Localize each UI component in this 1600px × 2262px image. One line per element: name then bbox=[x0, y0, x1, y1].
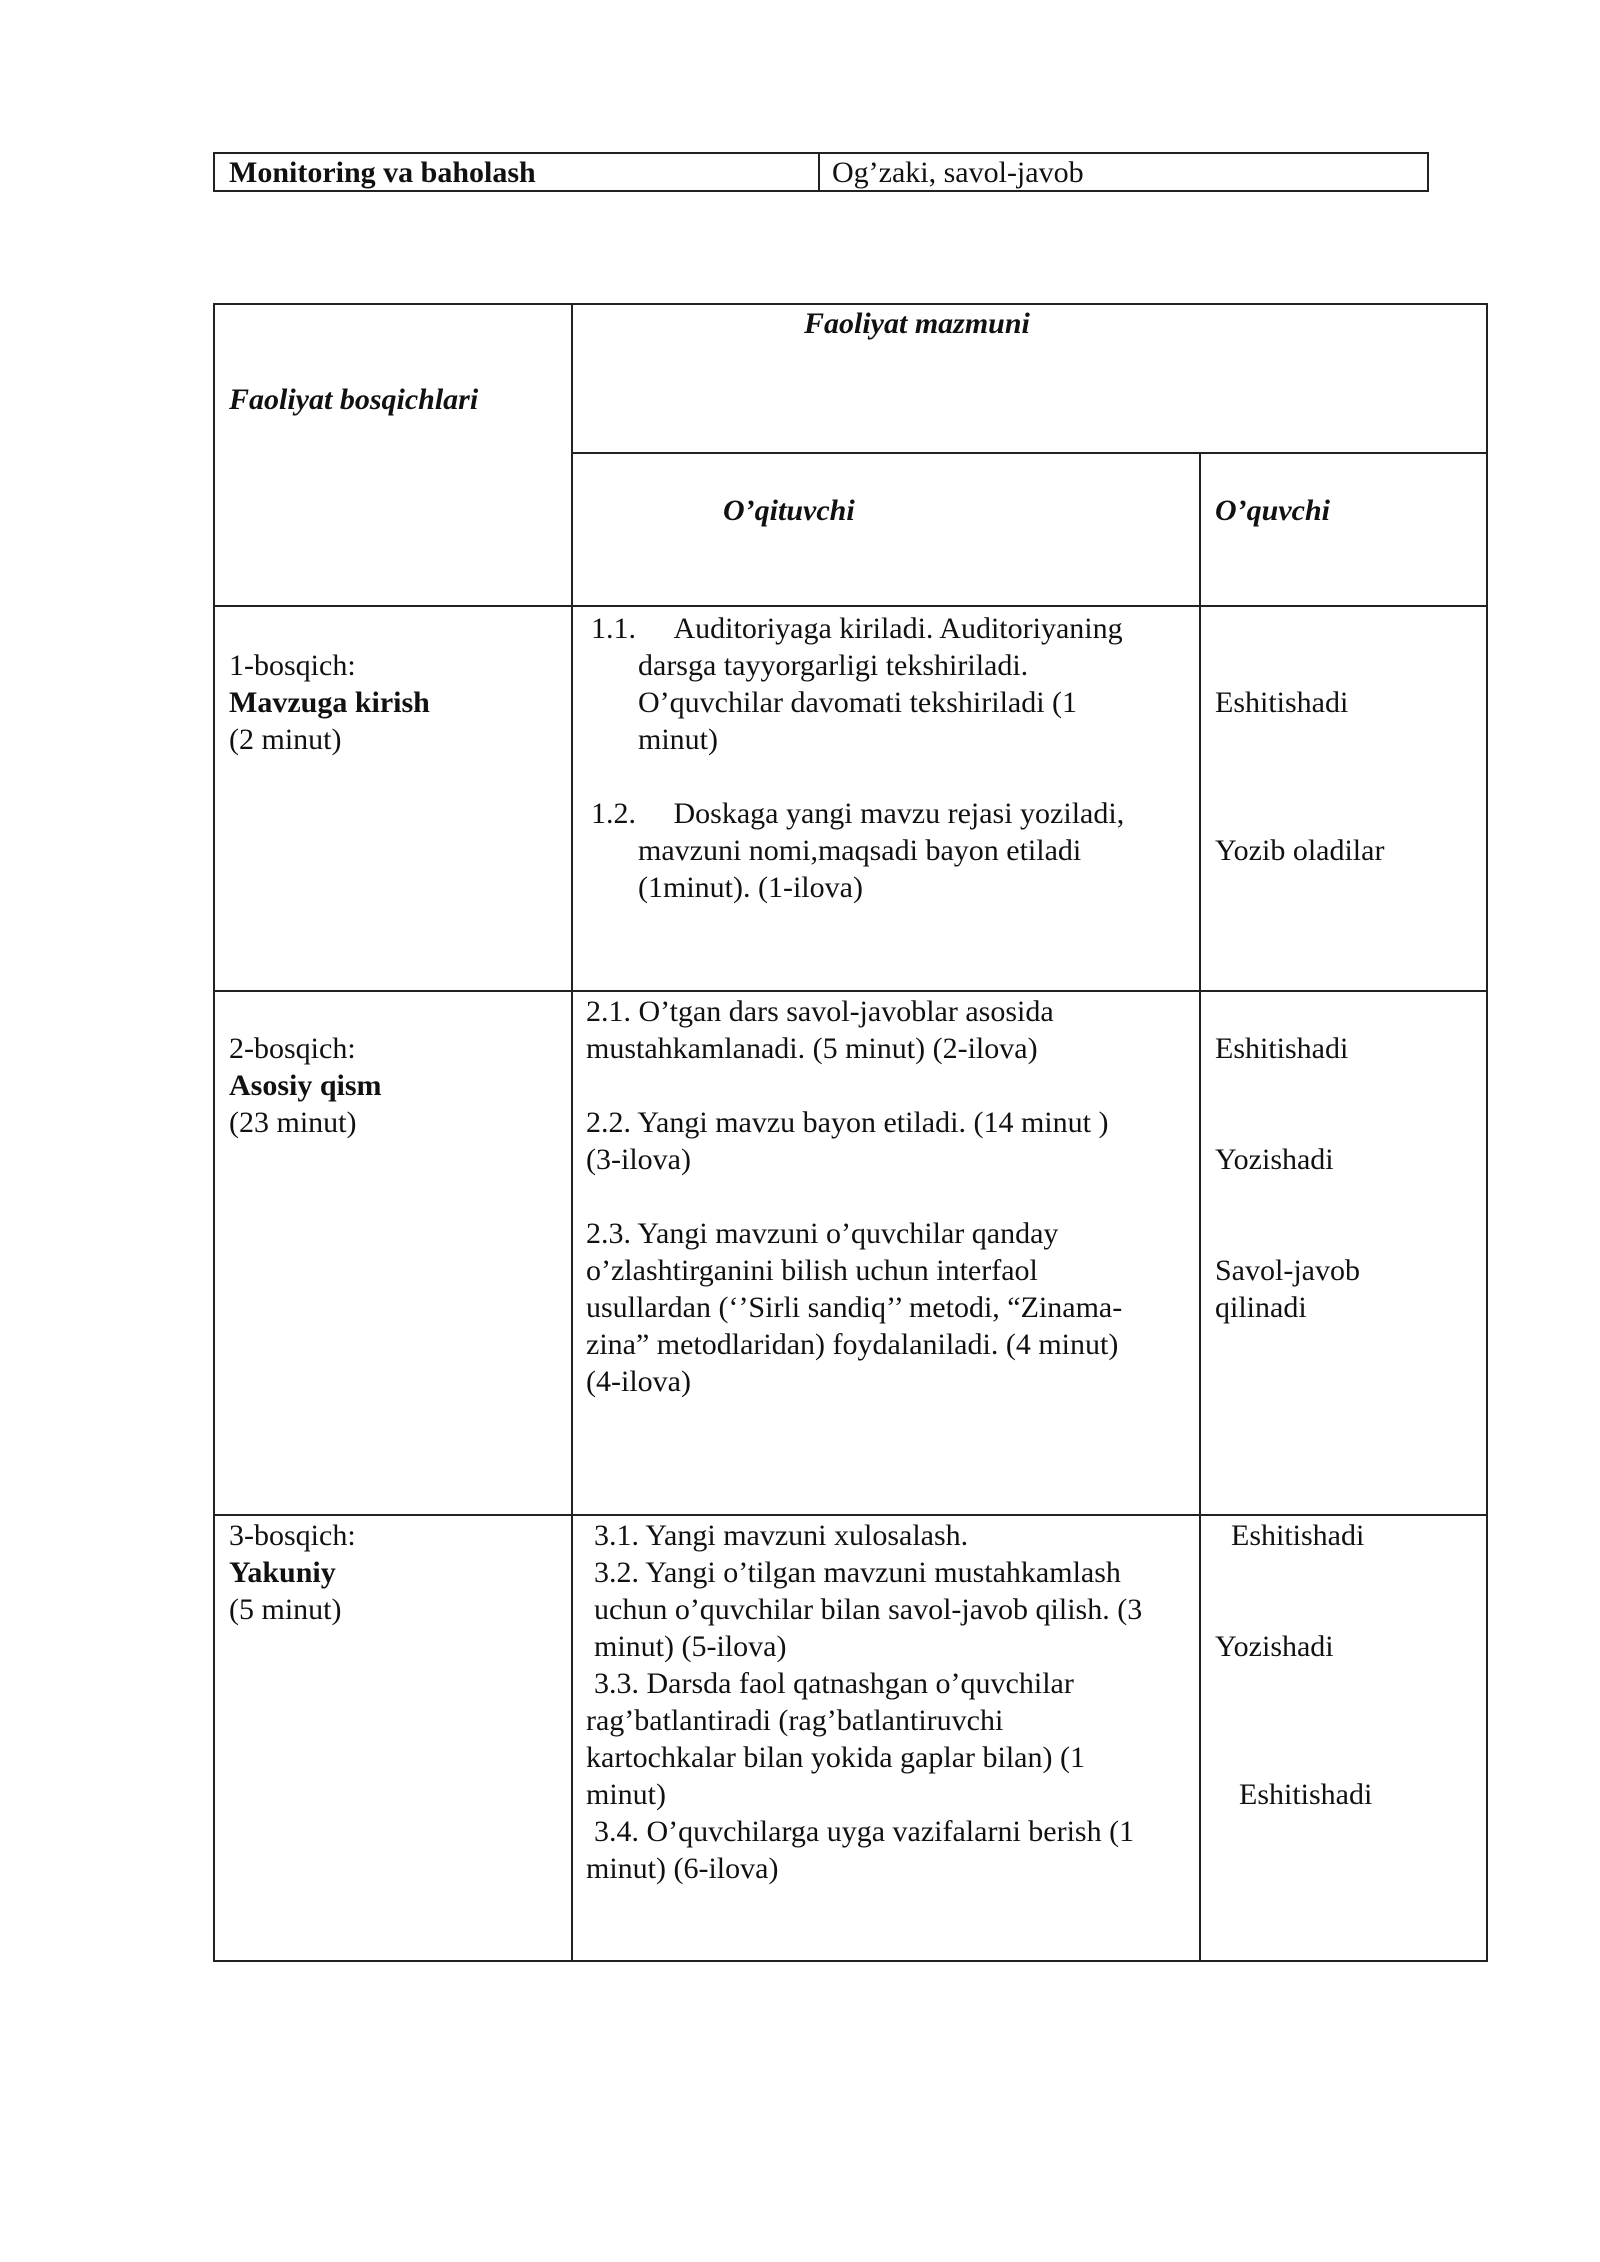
table-border bbox=[1199, 452, 1201, 1962]
table-border bbox=[213, 1514, 1488, 1516]
student-line: Eshitishadi bbox=[1215, 686, 1349, 719]
teacher-line: 3.4. O’quvchilarga uyga vazifalarni berish (1 bbox=[594, 1815, 1135, 1848]
teacher-line: darsga tayyorgarligi tekshiriladi. bbox=[638, 649, 1029, 682]
table-border bbox=[213, 303, 215, 1962]
teacher-line: minut) bbox=[586, 1778, 666, 1811]
teacher-line: 1.2. Doskaga yangi mavzu rejasi yoziladi, bbox=[591, 797, 1125, 830]
teacher-line: minut) (5-ilova) bbox=[594, 1630, 787, 1663]
teacher-line: (1minut). (1-ilova) bbox=[638, 871, 863, 904]
table-border bbox=[1427, 152, 1429, 192]
teacher-line: mavzuni nomi,maqsadi bayon etiladi bbox=[638, 834, 1082, 867]
stage-name: Asosiy qism bbox=[229, 1069, 382, 1102]
teacher-line: 2.3. Yangi mavzuni o’quvchilar qanday bbox=[586, 1217, 1059, 1250]
stage-label: 1-bosqich: bbox=[229, 649, 356, 682]
table-border bbox=[213, 605, 1488, 607]
teacher-line: 2.2. Yangi mavzu bayon etiladi. (14 minut ) bbox=[586, 1106, 1109, 1139]
teacher-line: (3-ilova) bbox=[586, 1143, 691, 1176]
student-line: Eshitishadi bbox=[1215, 1032, 1349, 1065]
teacher-line: usullardan (‘’Sirli sandiq’’ metodi, “Zinama- bbox=[586, 1291, 1123, 1324]
stage-time: (5 minut) bbox=[229, 1593, 342, 1626]
student-line: Eshitishadi bbox=[1239, 1778, 1373, 1811]
header-stages: Faoliyat bosqichlari bbox=[229, 383, 479, 416]
teacher-line: uchun o’quvchilar bilan savol-javob qilish. (3 bbox=[594, 1593, 1143, 1626]
table-border bbox=[1486, 303, 1488, 1962]
table-border bbox=[571, 303, 573, 1962]
teacher-line: 1.1. Auditoriyaga kiriladi. Auditoriyaning bbox=[591, 612, 1123, 645]
teacher-line: 2.1. O’tgan dars savol-javoblar asosida bbox=[586, 995, 1054, 1028]
teacher-line: rag’batlantiradi (rag’batlantiruvchi bbox=[586, 1704, 1004, 1737]
student-line: Yozib oladilar bbox=[1215, 834, 1385, 867]
table-border bbox=[571, 452, 1488, 454]
monitoring-value: Og’zaki, savol-javob bbox=[832, 156, 1084, 189]
table-border bbox=[213, 990, 1488, 992]
student-line: Yozishadi bbox=[1215, 1630, 1334, 1663]
student-line: Yozishadi bbox=[1215, 1143, 1334, 1176]
student-line: Eshitishadi bbox=[1231, 1519, 1365, 1552]
teacher-line: 3.1. Yangi mavzuni xulosalash. bbox=[594, 1519, 969, 1552]
teacher-line: 3.2. Yangi o’tilgan mavzuni mustahkamlash bbox=[594, 1556, 1121, 1589]
stage-name: Mavzuga kirish bbox=[229, 686, 430, 719]
teacher-line: (4-ilova) bbox=[586, 1365, 691, 1398]
header-content: Faoliyat mazmuni bbox=[804, 307, 1030, 340]
stage-label: 3-bosqich: bbox=[229, 1519, 356, 1552]
monitoring-label: Monitoring va baholash bbox=[229, 156, 536, 189]
table-border bbox=[213, 1960, 1488, 1962]
teacher-line: 3.3. Darsda faol qatnashgan o’quvchilar bbox=[594, 1667, 1074, 1700]
teacher-line: zina” metodlaridan) foydalaniladi. (4 minut) bbox=[586, 1328, 1119, 1361]
student-line: qilinadi bbox=[1215, 1291, 1307, 1324]
stage-name: Yakuniy bbox=[229, 1556, 336, 1589]
student-line: Savol-javob bbox=[1215, 1254, 1360, 1287]
teacher-line: mustahkamlanadi. (5 minut) (2-ilova) bbox=[586, 1032, 1038, 1065]
teacher-line: minut) (6-ilova) bbox=[586, 1852, 779, 1885]
header-teacher: O’qituvchi bbox=[723, 494, 855, 527]
table-border bbox=[818, 152, 820, 192]
stage-label: 2-bosqich: bbox=[229, 1032, 356, 1065]
table-border bbox=[213, 152, 215, 192]
teacher-line: kartochkalar bilan yokida gaplar bilan) (1 bbox=[586, 1741, 1085, 1774]
stage-time: (2 minut) bbox=[229, 723, 342, 756]
stage-time: (23 minut) bbox=[229, 1106, 357, 1139]
teacher-line: o’zlashtirganini bilish uchun interfaol bbox=[586, 1254, 1038, 1287]
teacher-line: O’quvchilar davomati tekshiriladi (1 bbox=[638, 686, 1078, 719]
header-student: O’quvchi bbox=[1215, 494, 1330, 527]
teacher-line: minut) bbox=[638, 723, 718, 756]
